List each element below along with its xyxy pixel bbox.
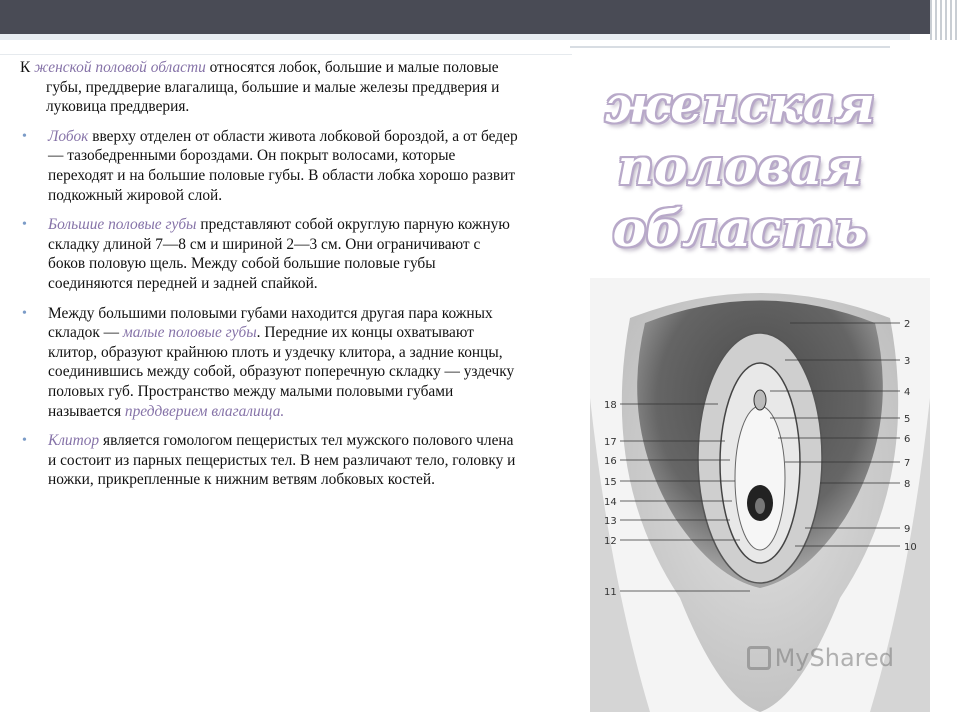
watermark-text: MyShared	[774, 644, 894, 672]
slide-title-line-2: область	[612, 199, 868, 258]
highlighted-term: женской половой области	[34, 59, 206, 76]
watermark-icon	[747, 646, 771, 670]
figure-label-left: 14	[604, 497, 617, 508]
figure-label-right: 6	[904, 434, 911, 445]
figure-label-right: 9	[904, 524, 911, 535]
highlighted-term: Лобок	[48, 127, 89, 145]
watermark	[747, 644, 894, 672]
paragraph	[20, 304, 520, 422]
figure-label-right: 5	[904, 414, 911, 425]
anatomical-illustration	[590, 278, 930, 712]
slide-title	[520, 74, 960, 260]
figure-label-left: 13	[604, 516, 617, 527]
figure-label-left: 11	[604, 587, 617, 598]
vaginal-opening-inner	[755, 498, 765, 514]
decorative-stripes	[930, 0, 960, 40]
figure-label-left: 15	[604, 477, 617, 488]
vestibule-shape	[735, 406, 785, 550]
clitoris-shape	[754, 390, 766, 410]
figure-label-left: 12	[604, 536, 617, 547]
figure-label-right: 8	[904, 479, 911, 490]
paragraph	[20, 127, 520, 205]
figure-label-left: 18	[604, 400, 617, 411]
figure-label-right: 3	[904, 356, 911, 367]
paragraph-text: вверху отделен от области живота лобковой бороздой, а от бедер — тазобедренными бороздами. Он покрыт волосами, которые переходят и на большие половые губы. В области лобка хорошо развит подкожный жировой слой.	[48, 127, 518, 204]
divider-line	[0, 54, 572, 55]
slide-body-text	[20, 58, 520, 500]
figure-label-left: 17	[604, 437, 617, 448]
bullet-icon: •	[22, 217, 27, 233]
top-banner-bar	[0, 0, 930, 34]
top-banner-accent	[0, 34, 910, 40]
bullet-icon: •	[22, 128, 27, 144]
paragraph	[20, 58, 520, 117]
highlighted-term: преддверием влагалища.	[124, 402, 285, 420]
figure-label-right: 2	[904, 319, 911, 330]
paragraph-text: К	[20, 59, 35, 76]
paragraph	[20, 431, 520, 490]
paragraph-text: Между большими половыми губами находится другая пара кожных складок —	[48, 304, 493, 342]
paragraph-text: . Передние их концы охватывают клитор, образуют крайнюю плоть и уздечку клитора, а задние концы, соединившись между собой, образуют поперечную складку — уздечку половых губ. Пространство между малыми половыми губами называется	[48, 324, 515, 420]
divider-line	[570, 46, 890, 48]
bullet-icon: •	[22, 433, 27, 449]
highlighted-term: малые половые губы	[122, 324, 257, 342]
bullet-icon: •	[22, 305, 27, 321]
figure-label-right: 4	[904, 387, 911, 398]
paragraph	[20, 215, 520, 293]
highlighted-term: Клитор	[48, 432, 100, 450]
figure-label-left: 16	[604, 456, 617, 467]
slide-title-line-1: женская половая	[604, 75, 876, 196]
paragraph-text: представляют собой округлую парную кожную складку длиной 7—8 см и шириной 2—3 см. Они ограничивают с боков половую щель. Между собой большие половые губы соединяются передней и задней спайкой.	[48, 216, 510, 292]
paragraph-text: является гомологом пещеристых тел мужского полового члена и состоит из парных пещеристых тел. В нем различают тело, головку и ножки, прикрепленные к нижним ветвям лобковых костей.	[48, 432, 516, 489]
paragraph-text: относятся лобок, большие и малые половые губы, преддверие влагалища, большие и малые железы преддверия и луковица преддверия.	[46, 59, 500, 116]
figure-label-right: 7	[904, 458, 911, 469]
figure-label-right: 10	[904, 542, 917, 553]
highlighted-term: Большие половые губы	[48, 216, 197, 234]
